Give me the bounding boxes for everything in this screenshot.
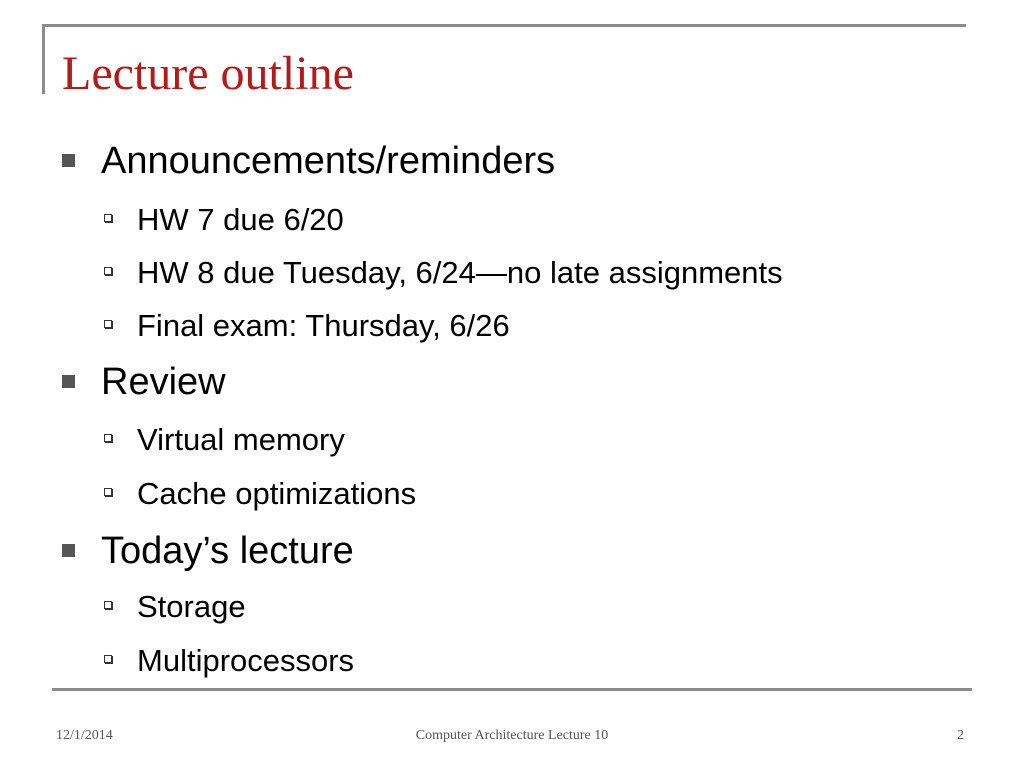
hollow-square-bullet-icon [104,267,112,275]
hollow-square-bullet-icon [104,320,112,328]
square-bullet-icon [62,375,75,388]
hollow-square-bullet-icon [104,601,112,609]
square-bullet-icon [62,154,75,167]
footer-course-title: Computer Architecture Lecture 10 [415,728,609,743]
footer-date: 12/1/2014 [56,728,113,743]
slide-title: Lecture outline [62,47,354,100]
outline-item-label: Review [101,361,226,403]
hollow-square-bullet-icon [104,434,112,442]
sub-item-label: HW 8 due Tuesday, 6/24—no late assignments [137,255,783,290]
sub-item-label: Multiprocessors [137,643,355,678]
sub-item-label: Cache optimizations [137,476,417,511]
sub-item-label: Storage [137,589,246,624]
sub-item-label: Final exam: Thursday, 6/26 [137,308,510,343]
hollow-square-bullet-icon [104,655,112,663]
frame-left-rule [42,24,45,94]
outline-item-label: Today’s lecture [101,530,354,572]
hollow-square-bullet-icon [104,214,112,222]
hollow-square-bullet-icon [104,488,112,496]
footer-page-number: 2 [957,728,964,743]
frame-top-rule [42,24,966,27]
outline-item-label: Announcements/reminders [101,140,556,182]
square-bullet-icon [62,544,75,557]
sub-item-label: Virtual memory [137,422,345,457]
footer-rule [52,688,972,691]
sub-item-label: HW 7 due 6/20 [137,202,344,237]
